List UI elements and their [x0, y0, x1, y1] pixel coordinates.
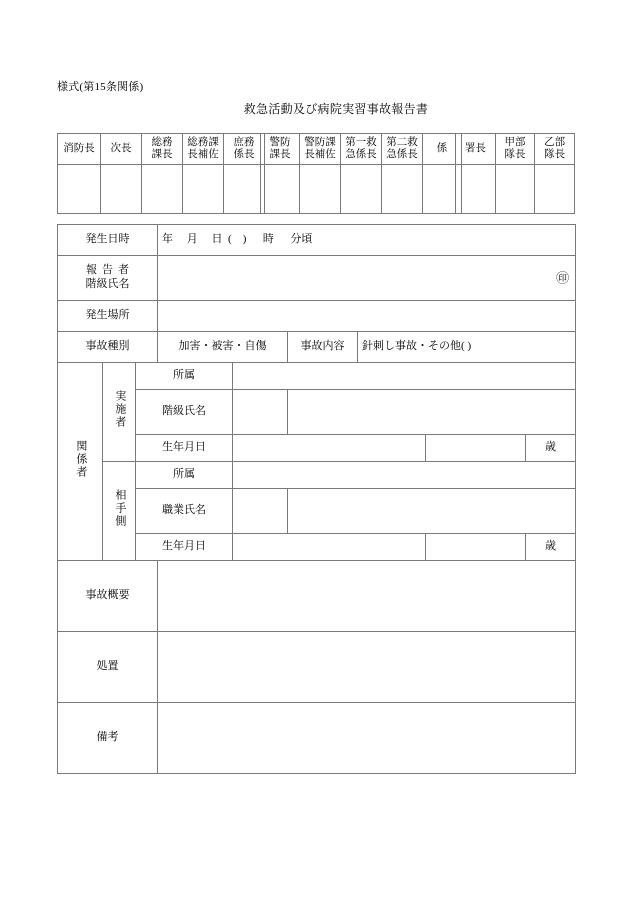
- value-accident-content-options[interactable]: 針刺し事故・その他( ): [358, 332, 576, 363]
- approval-title-first-ems-chief: 第一救 急係長: [341, 134, 382, 165]
- label-performer-affiliation: 所属: [136, 363, 233, 390]
- value-accident-type-options[interactable]: 加害・被害・自傷: [158, 332, 288, 363]
- approval-title-general-affairs-assistant: 総務課 長補佐: [183, 134, 224, 165]
- approval-title-guard-section-chief: 警防 課長: [261, 134, 300, 165]
- label-performer-rank-name: 階級氏名: [136, 390, 233, 435]
- label-counterpart-age-unit: 歳: [526, 534, 576, 561]
- value-performer-name[interactable]: [288, 390, 576, 435]
- approval-stamp-row: [57, 133, 575, 213]
- row-performer-affiliation: [58, 363, 576, 390]
- value-performer-rank[interactable]: [233, 390, 288, 435]
- value-counterpart-affiliation[interactable]: [233, 462, 576, 489]
- approval-title-unit-b-chief: 乙部 隊長: [535, 134, 575, 165]
- row-counterpart-occupation-name: [58, 489, 576, 534]
- value-performer-affiliation[interactable]: [233, 363, 576, 390]
- approval-seal-cell[interactable]: [382, 165, 423, 214]
- row-treatment: [58, 632, 576, 703]
- approval-title-guard-section-assistant: 警防課 長補佐: [300, 134, 341, 165]
- label-treatment: 処置: [58, 632, 158, 703]
- approval-title-station-chief: 署長: [456, 134, 496, 165]
- label-reporter-line2: 階級氏名: [85, 278, 130, 290]
- approval-title-general-affairs-chief: 総務 課長: [142, 134, 183, 165]
- approval-seal-cell[interactable]: [535, 165, 575, 214]
- approval-group-station: [455, 133, 575, 214]
- row-accident-summary: [58, 561, 576, 632]
- row-occurrence-datetime: [58, 225, 576, 256]
- row-counterpart-birthdate: [58, 534, 576, 561]
- row-performer-birthdate: [58, 435, 576, 462]
- row-remarks: [58, 703, 576, 774]
- label-counterpart: 相手側: [103, 462, 136, 561]
- approval-header-row: [58, 134, 265, 165]
- value-remarks[interactable]: [158, 703, 576, 774]
- approval-header-row: [456, 134, 575, 165]
- row-occurrence-place: [58, 301, 576, 332]
- approval-title-unit-a-chief: 甲部 隊長: [495, 134, 535, 165]
- approval-header-row: [261, 134, 462, 165]
- approval-seal-cell[interactable]: [456, 165, 496, 214]
- approval-seal-cell[interactable]: [142, 165, 183, 214]
- label-counterpart-affiliation: 所属: [136, 462, 233, 489]
- label-parties-section: 関係者: [58, 363, 103, 561]
- label-occurrence-datetime: 発生日時: [58, 225, 158, 256]
- approval-title-deputy-chief: 次長: [101, 134, 142, 165]
- approval-seal-row: [456, 165, 575, 214]
- value-counterpart-birthdate[interactable]: [233, 534, 426, 561]
- value-occurrence-place[interactable]: [158, 301, 576, 332]
- label-counterpart-occupation-name: 職業氏名: [136, 489, 233, 534]
- label-performer-birthdate: 生年月日: [136, 435, 233, 462]
- approval-seal-cell[interactable]: [58, 165, 101, 214]
- value-performer-age[interactable]: [426, 435, 526, 462]
- approval-group-internal: [57, 133, 265, 214]
- label-reporter-line1: 報告者: [86, 264, 135, 277]
- value-counterpart-age[interactable]: [426, 534, 526, 561]
- approval-title-second-ems-chief: 第二救 急係長: [382, 134, 423, 165]
- approval-seal-cell[interactable]: [183, 165, 224, 214]
- seal-stamp-icon: ㊞: [556, 270, 570, 286]
- approval-seal-row: [261, 165, 462, 214]
- approval-seal-cell[interactable]: [224, 165, 265, 214]
- label-counterpart-birthdate: 生年月日: [136, 534, 233, 561]
- approval-seal-row: [58, 165, 265, 214]
- value-treatment[interactable]: [158, 632, 576, 703]
- label-occurrence-place: 発生場所: [58, 301, 158, 332]
- label-reporter-rank-name: [58, 256, 158, 301]
- form-number: 様式(第15条関係): [57, 81, 144, 93]
- value-counterpart-occupation[interactable]: [233, 489, 288, 534]
- approval-seal-cell[interactable]: [341, 165, 382, 214]
- row-accident-type: [58, 332, 576, 363]
- main-form-table: [57, 224, 576, 774]
- approval-title-staff: 係: [423, 134, 462, 165]
- value-accident-summary[interactable]: [158, 561, 576, 632]
- label-performer: 実施者: [103, 363, 136, 462]
- value-counterpart-name[interactable]: [288, 489, 576, 534]
- label-accident-summary: 事故概要: [58, 561, 158, 632]
- value-performer-birthdate[interactable]: [233, 435, 426, 462]
- approval-group-fire-defense: [260, 133, 462, 214]
- row-counterpart-affiliation: [58, 462, 576, 489]
- approval-seal-cell[interactable]: [300, 165, 341, 214]
- value-reporter-rank-name[interactable]: [158, 256, 576, 301]
- value-occurrence-datetime[interactable]: 年 月 日 ( ) 時 分頃: [158, 225, 576, 256]
- approval-seal-cell[interactable]: [101, 165, 142, 214]
- row-performer-rank-name: [58, 390, 576, 435]
- label-performer-age-unit: 歳: [526, 435, 576, 462]
- label-accident-type: 事故種別: [58, 332, 158, 363]
- label-accident-content: 事故内容: [288, 332, 358, 363]
- document-title: 救急活動及び病院実習事故報告書: [243, 102, 429, 116]
- approval-title-clerical-chief: 庶務 係長: [224, 134, 265, 165]
- label-remarks: 備考: [58, 703, 158, 774]
- approval-seal-cell[interactable]: [261, 165, 300, 214]
- approval-title-fire-chief: 消防長: [58, 134, 101, 165]
- approval-seal-cell[interactable]: [495, 165, 535, 214]
- row-reporter: [58, 256, 576, 301]
